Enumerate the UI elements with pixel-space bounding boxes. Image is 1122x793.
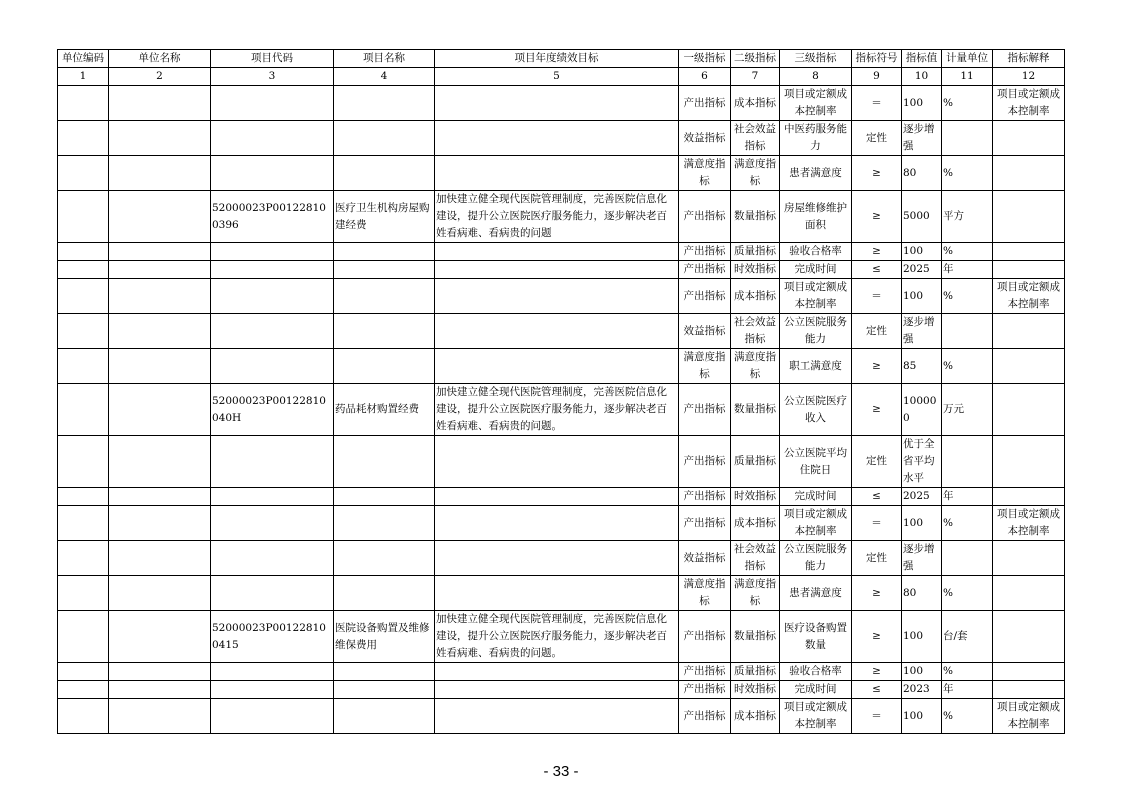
measure-unit-cell: 平方 — [942, 191, 993, 243]
indicator-explanation-cell — [993, 663, 1065, 681]
level2-indicator-cell: 满意度指标 — [731, 576, 780, 611]
level3-indicator-cell: 公立医院服务能力 — [780, 541, 852, 576]
header-cell: 二级指标 — [731, 50, 780, 68]
project-name-cell — [334, 663, 435, 681]
indicator-value-cell: 100 — [902, 86, 942, 121]
indicator-value-cell: 85 — [902, 349, 942, 384]
indicator-explanation-cell — [993, 681, 1065, 699]
measure-unit-cell — [942, 121, 993, 156]
measure-unit-cell: % — [942, 663, 993, 681]
table-row — [58, 681, 1065, 699]
unit-code-cell — [58, 611, 109, 663]
indicator-value-cell: 优于全省平均水平 — [902, 436, 942, 488]
level1-indicator-cell: 产出指标 — [679, 506, 731, 541]
annual-goal-cell — [435, 243, 679, 261]
annual-goal-cell — [435, 279, 679, 314]
level2-indicator-cell: 数量指标 — [731, 384, 780, 436]
project-name-cell — [334, 243, 435, 261]
indicator-explanation-cell: 项目或定额成本控制率 — [993, 279, 1065, 314]
unit-name-cell — [109, 541, 211, 576]
indicator-value-cell: 逐步增强 — [902, 121, 942, 156]
header-cell: 单位名称 — [109, 50, 211, 68]
indicator-value-cell: 2025 — [902, 261, 942, 279]
level2-indicator-cell: 时效指标 — [731, 488, 780, 506]
header-cell: 一级指标 — [679, 50, 731, 68]
column-number: 12 — [993, 68, 1065, 86]
indicator-value-cell: 2025 — [902, 488, 942, 506]
level2-indicator-cell: 质量指标 — [731, 436, 780, 488]
unit-name-cell — [109, 681, 211, 699]
header-cell: 指标解释 — [993, 50, 1065, 68]
indicator-explanation-cell — [993, 576, 1065, 611]
level3-indicator-cell: 职工满意度 — [780, 349, 852, 384]
indicator-explanation-cell — [993, 156, 1065, 191]
column-number-row — [58, 68, 1065, 86]
level3-indicator-cell: 完成时间 — [780, 681, 852, 699]
project-name-cell: 医院设备购置及维修维保费用 — [334, 611, 435, 663]
indicator-symbol-cell: ≥ — [852, 384, 902, 436]
unit-name-cell — [109, 349, 211, 384]
indicator-explanation-cell — [993, 541, 1065, 576]
level2-indicator-cell: 质量指标 — [731, 663, 780, 681]
indicator-symbol-cell: ≤ — [852, 681, 902, 699]
measure-unit-cell: 年 — [942, 488, 993, 506]
column-number: 8 — [780, 68, 852, 86]
unit-code-cell — [58, 121, 109, 156]
unit-code-cell — [58, 436, 109, 488]
indicator-value-cell: 80 — [902, 156, 942, 191]
measure-unit-cell: 年 — [942, 261, 993, 279]
project-name-cell — [334, 121, 435, 156]
level1-indicator-cell: 产出指标 — [679, 699, 731, 734]
level2-indicator-cell: 成本指标 — [731, 506, 780, 541]
unit-name-cell — [109, 699, 211, 734]
annual-goal-cell — [435, 699, 679, 734]
indicator-explanation-cell — [993, 488, 1065, 506]
level2-indicator-cell: 质量指标 — [731, 243, 780, 261]
indicator-explanation-cell — [993, 611, 1065, 663]
level3-indicator-cell: 医疗设备购置数量 — [780, 611, 852, 663]
level3-indicator-cell: 公立医院医疗收入 — [780, 384, 852, 436]
indicator-symbol-cell: ≥ — [852, 191, 902, 243]
project-name-cell — [334, 699, 435, 734]
unit-name-cell — [109, 314, 211, 349]
indicator-symbol-cell: ≥ — [852, 349, 902, 384]
level1-indicator-cell: 满意度指标 — [679, 576, 731, 611]
level2-indicator-cell: 成本指标 — [731, 699, 780, 734]
project-code-cell — [211, 506, 334, 541]
measure-unit-cell: % — [942, 279, 993, 314]
unit-code-cell — [58, 541, 109, 576]
annual-goal-cell: 加快建立健全现代医院管理制度，完善医院信息化建设，提升公立医院医疗服务能力，逐步解决老百姓看病难、看病贵的问题。 — [435, 384, 679, 436]
indicator-explanation-cell — [993, 191, 1065, 243]
level2-indicator-cell: 满意度指标 — [731, 156, 780, 191]
project-code-cell — [211, 314, 334, 349]
table-row — [58, 611, 1065, 663]
level2-indicator-cell: 社会效益指标 — [731, 314, 780, 349]
annual-goal-cell — [435, 506, 679, 541]
measure-unit-cell: % — [942, 156, 993, 191]
level1-indicator-cell: 产出指标 — [679, 611, 731, 663]
table-row — [58, 279, 1065, 314]
level1-indicator-cell: 产出指标 — [679, 279, 731, 314]
table-row — [58, 191, 1065, 243]
measure-unit-cell: % — [942, 576, 993, 611]
level2-indicator-cell: 数量指标 — [731, 191, 780, 243]
project-code-cell — [211, 156, 334, 191]
level3-indicator-cell: 完成时间 — [780, 488, 852, 506]
measure-unit-cell: 台/套 — [942, 611, 993, 663]
indicator-explanation-cell — [993, 436, 1065, 488]
table-row — [58, 243, 1065, 261]
indicator-value-cell: 100 — [902, 243, 942, 261]
column-number: 1 — [58, 68, 109, 86]
indicator-symbol-cell: ＝ — [852, 86, 902, 121]
level3-indicator-cell: 验收合格率 — [780, 243, 852, 261]
table-row — [58, 384, 1065, 436]
project-name-cell — [334, 506, 435, 541]
project-name-cell — [334, 86, 435, 121]
header-cell: 项目年度绩效目标 — [435, 50, 679, 68]
annual-goal-cell — [435, 663, 679, 681]
level1-indicator-cell: 产出指标 — [679, 384, 731, 436]
unit-name-cell — [109, 121, 211, 156]
level1-indicator-cell: 产出指标 — [679, 681, 731, 699]
indicator-value-cell: 逐步增强 — [902, 314, 942, 349]
level1-indicator-cell: 产出指标 — [679, 488, 731, 506]
indicator-symbol-cell: 定性 — [852, 121, 902, 156]
level3-indicator-cell: 项目或定额成本控制率 — [780, 506, 852, 541]
header-cell: 项目名称 — [334, 50, 435, 68]
level1-indicator-cell: 产出指标 — [679, 86, 731, 121]
indicator-value-cell: 80 — [902, 576, 942, 611]
unit-name-cell — [109, 576, 211, 611]
indicator-symbol-cell: 定性 — [852, 541, 902, 576]
level3-indicator-cell: 项目或定额成本控制率 — [780, 279, 852, 314]
annual-goal-cell — [435, 314, 679, 349]
level2-indicator-cell: 社会效益指标 — [731, 541, 780, 576]
column-number: 3 — [211, 68, 334, 86]
project-name-cell: 医疗卫生机构房屋购建经费 — [334, 191, 435, 243]
indicator-symbol-cell: ＝ — [852, 699, 902, 734]
column-number: 2 — [109, 68, 211, 86]
unit-code-cell — [58, 663, 109, 681]
level3-indicator-cell: 项目或定额成本控制率 — [780, 699, 852, 734]
annual-goal-cell — [435, 121, 679, 156]
table-row — [58, 663, 1065, 681]
table-row — [58, 314, 1065, 349]
annual-goal-cell — [435, 349, 679, 384]
level2-indicator-cell: 满意度指标 — [731, 349, 780, 384]
measure-unit-cell — [942, 436, 993, 488]
table-row — [58, 86, 1065, 121]
table-row — [58, 506, 1065, 541]
project-code-cell — [211, 576, 334, 611]
project-code-cell — [211, 243, 334, 261]
annual-goal-cell: 加快建立健全现代医院管理制度，完善医院信息化建设，提升公立医院医疗服务能力，逐步解决老百姓看病难、看病贵的问题 — [435, 191, 679, 243]
unit-code-cell — [58, 314, 109, 349]
level3-indicator-cell: 验收合格率 — [780, 663, 852, 681]
annual-goal-cell — [435, 541, 679, 576]
header-cell: 三级指标 — [780, 50, 852, 68]
table-row — [58, 349, 1065, 384]
project-code-cell — [211, 121, 334, 156]
project-code-cell — [211, 663, 334, 681]
level1-indicator-cell: 产出指标 — [679, 191, 731, 243]
indicator-explanation-cell — [993, 349, 1065, 384]
unit-name-cell — [109, 384, 211, 436]
column-number: 7 — [731, 68, 780, 86]
project-name-cell — [334, 576, 435, 611]
level2-indicator-cell: 成本指标 — [731, 279, 780, 314]
project-code-cell — [211, 699, 334, 734]
unit-name-cell — [109, 261, 211, 279]
indicator-symbol-cell: ≤ — [852, 261, 902, 279]
indicator-value-cell: 100 — [902, 663, 942, 681]
project-code-cell — [211, 681, 334, 699]
header-cell: 指标符号 — [852, 50, 902, 68]
indicator-symbol-cell: ＝ — [852, 279, 902, 314]
annual-goal-cell: 加快建立健全现代医院管理制度，完善医院信息化建设，提升公立医院医疗服务能力，逐步解决老百姓看病难、看病贵的问题。 — [435, 611, 679, 663]
header-cell: 单位编码 — [58, 50, 109, 68]
unit-code-cell — [58, 506, 109, 541]
unit-name-cell — [109, 243, 211, 261]
measure-unit-cell: 年 — [942, 681, 993, 699]
level1-indicator-cell: 产出指标 — [679, 261, 731, 279]
header-cell: 指标值 — [902, 50, 942, 68]
project-code-cell: 52000023P001228100396 — [211, 191, 334, 243]
column-number: 5 — [435, 68, 679, 86]
indicator-explanation-cell: 项目或定额成本控制率 — [993, 506, 1065, 541]
annual-goal-cell — [435, 436, 679, 488]
indicator-value-cell: 100000 — [902, 384, 942, 436]
annual-goal-cell — [435, 261, 679, 279]
project-name-cell: 药品耗材购置经费 — [334, 384, 435, 436]
indicator-value-cell: 100 — [902, 279, 942, 314]
unit-code-cell — [58, 384, 109, 436]
measure-unit-cell: % — [942, 506, 993, 541]
unit-code-cell — [58, 261, 109, 279]
indicator-symbol-cell: ≥ — [852, 156, 902, 191]
project-code-cell — [211, 488, 334, 506]
indicator-explanation-cell: 项目或定额成本控制率 — [993, 86, 1065, 121]
level3-indicator-cell: 中医药服务能力 — [780, 121, 852, 156]
project-name-cell — [334, 279, 435, 314]
indicator-symbol-cell: ＝ — [852, 506, 902, 541]
table-row — [58, 121, 1065, 156]
level3-indicator-cell: 患者满意度 — [780, 156, 852, 191]
measure-unit-cell — [942, 314, 993, 349]
measure-unit-cell: 万元 — [942, 384, 993, 436]
project-name-cell — [334, 261, 435, 279]
column-number: 9 — [852, 68, 902, 86]
level3-indicator-cell: 公立医院平均住院日 — [780, 436, 852, 488]
indicator-symbol-cell: ≥ — [852, 576, 902, 611]
unit-code-cell — [58, 576, 109, 611]
table-row — [58, 488, 1065, 506]
unit-code-cell — [58, 699, 109, 734]
header-cell: 项目代码 — [211, 50, 334, 68]
level1-indicator-cell: 满意度指标 — [679, 156, 731, 191]
table-row — [58, 699, 1065, 734]
level1-indicator-cell: 效益指标 — [679, 121, 731, 156]
annual-goal-cell — [435, 488, 679, 506]
level1-indicator-cell: 效益指标 — [679, 541, 731, 576]
level1-indicator-cell: 满意度指标 — [679, 349, 731, 384]
unit-name-cell — [109, 663, 211, 681]
project-code-cell — [211, 436, 334, 488]
level1-indicator-cell: 产出指标 — [679, 243, 731, 261]
unit-name-cell — [109, 191, 211, 243]
project-code-cell: 52000023P00122810040H — [211, 384, 334, 436]
unit-name-cell — [109, 279, 211, 314]
project-code-cell — [211, 261, 334, 279]
project-code-cell — [211, 541, 334, 576]
indicator-value-cell: 逐步增强 — [902, 541, 942, 576]
indicator-value-cell: 100 — [902, 699, 942, 734]
level3-indicator-cell: 公立医院服务能力 — [780, 314, 852, 349]
indicator-explanation-cell: 项目或定额成本控制率 — [993, 699, 1065, 734]
indicator-symbol-cell: ≤ — [852, 488, 902, 506]
measure-unit-cell: % — [942, 699, 993, 734]
indicator-value-cell: 100 — [902, 611, 942, 663]
annual-goal-cell — [435, 576, 679, 611]
unit-code-cell — [58, 243, 109, 261]
performance-table — [57, 49, 1065, 734]
project-name-cell — [334, 681, 435, 699]
level2-indicator-cell: 成本指标 — [731, 86, 780, 121]
unit-name-cell — [109, 488, 211, 506]
indicator-value-cell: 5000 — [902, 191, 942, 243]
indicator-explanation-cell — [993, 121, 1065, 156]
indicator-symbol-cell: 定性 — [852, 314, 902, 349]
project-name-cell — [334, 349, 435, 384]
measure-unit-cell: % — [942, 86, 993, 121]
project-name-cell — [334, 314, 435, 349]
column-number: 4 — [334, 68, 435, 86]
indicator-symbol-cell: ≥ — [852, 243, 902, 261]
unit-code-cell — [58, 86, 109, 121]
table-row — [58, 436, 1065, 488]
annual-goal-cell — [435, 86, 679, 121]
project-name-cell — [334, 488, 435, 506]
level2-indicator-cell: 数量指标 — [731, 611, 780, 663]
column-number: 11 — [942, 68, 993, 86]
header-cell: 计量单位 — [942, 50, 993, 68]
unit-code-cell — [58, 488, 109, 506]
table-row — [58, 156, 1065, 191]
project-code-cell — [211, 86, 334, 121]
indicator-symbol-cell: ≥ — [852, 663, 902, 681]
indicator-explanation-cell — [993, 314, 1065, 349]
unit-code-cell — [58, 681, 109, 699]
level3-indicator-cell: 项目或定额成本控制率 — [780, 86, 852, 121]
project-name-cell — [334, 436, 435, 488]
page-number: - 33 - — [543, 763, 579, 780]
measure-unit-cell: % — [942, 243, 993, 261]
unit-name-cell — [109, 506, 211, 541]
unit-name-cell — [109, 436, 211, 488]
project-code-cell: 52000023P001228100415 — [211, 611, 334, 663]
unit-name-cell — [109, 86, 211, 121]
unit-code-cell — [58, 279, 109, 314]
level3-indicator-cell: 患者满意度 — [780, 576, 852, 611]
level2-indicator-cell: 时效指标 — [731, 261, 780, 279]
project-code-cell — [211, 279, 334, 314]
indicator-explanation-cell — [993, 261, 1065, 279]
level3-indicator-cell: 房屋维修维护面积 — [780, 191, 852, 243]
table-row — [58, 261, 1065, 279]
table-row — [58, 576, 1065, 611]
unit-name-cell — [109, 156, 211, 191]
level1-indicator-cell: 产出指标 — [679, 663, 731, 681]
project-name-cell — [334, 541, 435, 576]
table-body — [58, 86, 1065, 734]
indicator-symbol-cell: ≥ — [852, 611, 902, 663]
unit-code-cell — [58, 156, 109, 191]
column-number: 10 — [902, 68, 942, 86]
project-code-cell — [211, 349, 334, 384]
header-row — [58, 50, 1065, 68]
indicator-explanation-cell — [993, 243, 1065, 261]
level1-indicator-cell: 产出指标 — [679, 436, 731, 488]
column-number: 6 — [679, 68, 731, 86]
level2-indicator-cell: 时效指标 — [731, 681, 780, 699]
level3-indicator-cell: 完成时间 — [780, 261, 852, 279]
annual-goal-cell — [435, 156, 679, 191]
indicator-value-cell: 2023 — [902, 681, 942, 699]
indicator-symbol-cell: 定性 — [852, 436, 902, 488]
indicator-explanation-cell — [993, 384, 1065, 436]
project-name-cell — [334, 156, 435, 191]
unit-code-cell — [58, 349, 109, 384]
measure-unit-cell: % — [942, 349, 993, 384]
unit-code-cell — [58, 191, 109, 243]
table-row — [58, 541, 1065, 576]
level1-indicator-cell: 效益指标 — [679, 314, 731, 349]
annual-goal-cell — [435, 681, 679, 699]
unit-name-cell — [109, 611, 211, 663]
measure-unit-cell — [942, 541, 993, 576]
indicator-value-cell: 100 — [902, 506, 942, 541]
level2-indicator-cell: 社会效益指标 — [731, 121, 780, 156]
